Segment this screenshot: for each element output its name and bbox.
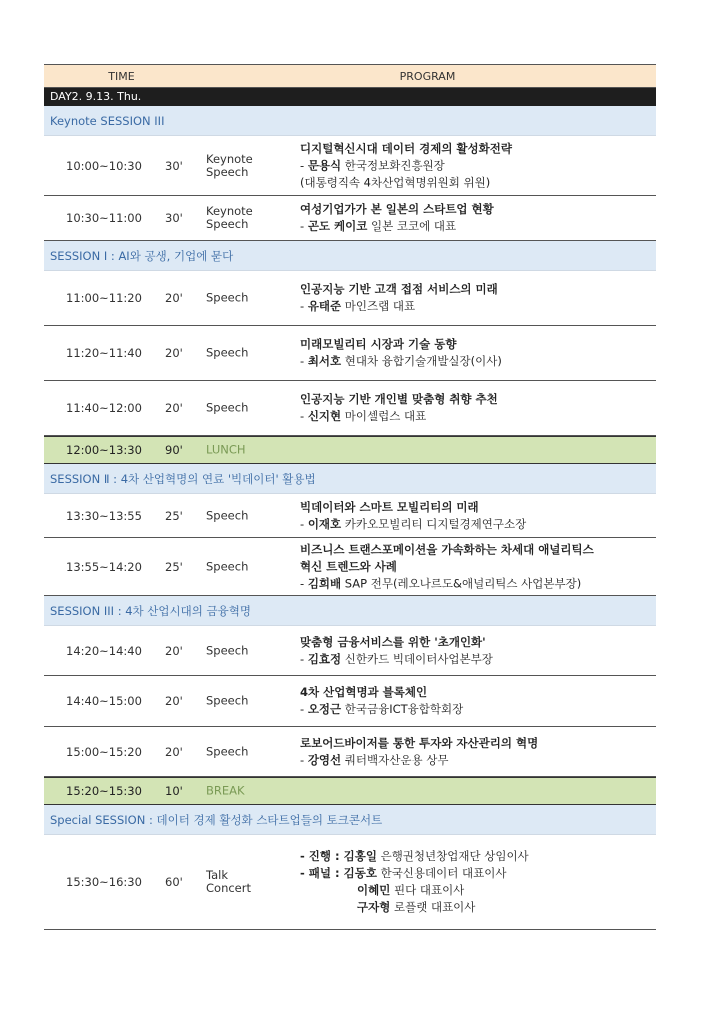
row-type: Speech [206, 508, 249, 522]
row-duration: 20' [165, 291, 183, 305]
session-header: SESSION III : 4차 산업시대의 금융혁명 [44, 596, 656, 626]
schedule-row [44, 538, 656, 596]
speaker-prefix: - 패널 : [300, 866, 344, 880]
schedule-row [44, 136, 656, 196]
speaker-name: 유태준 [307, 299, 342, 313]
row-duration: 25' [165, 508, 183, 523]
row-time: 10:30~11:00 [66, 211, 142, 225]
speaker-line [300, 882, 650, 899]
speaker-line [300, 651, 650, 668]
row-time: 11:00~11:20 [66, 291, 142, 305]
speaker-prefix: - [300, 299, 308, 313]
schedule-row [44, 835, 656, 930]
speaker-name: 김동호 [343, 866, 377, 880]
program-title: 미래모빌리티 시장과 기술 동향 [300, 337, 457, 351]
speaker-line [300, 516, 650, 533]
row-program [300, 735, 650, 769]
speaker-affiliation: 한국신용데이터 대표이사 [376, 866, 507, 880]
speaker-affiliation: 한국금융ICT융합학회장 [341, 702, 464, 716]
row-type: Speech [206, 559, 249, 573]
speaker-line [300, 701, 650, 718]
speaker-affiliation: 현대차 융합기술개발실장(이사) [341, 354, 502, 368]
speaker-affiliation: 일본 코코에 대표 [367, 219, 457, 233]
program-title: 인공지능 기반 개인별 맞춤형 취향 추천 [300, 392, 498, 406]
row-program [300, 336, 650, 370]
break-time: 12:00~13:30 [66, 443, 142, 457]
speaker-affiliation: SAP 전무(레오나르도&애널리틱스 사업본부장) [341, 576, 582, 590]
row-duration: 20' [165, 346, 183, 360]
speaker-affiliation: (대통령직속 4차산업혁명위원회 위원) [300, 175, 491, 189]
row-type: Speech [206, 290, 249, 305]
speaker-name: 최서호 [307, 354, 342, 368]
row-time: 13:55~14:20 [66, 559, 142, 574]
session-header: Special SESSION : 데이터 경제 활성화 스타트업들의 토크콘서트 [44, 805, 656, 835]
speaker-affiliation: 신한카드 빅데이터사업본부장 [341, 651, 493, 666]
program-title: 로보어드바이저를 통한 투자와 자산관리의 혁명 [300, 735, 539, 750]
schedule-table [44, 64, 656, 930]
row-duration: 30' [165, 158, 183, 173]
speaker-line [300, 865, 650, 882]
speaker-prefix: - 진행 : [300, 849, 344, 863]
schedule-row [44, 326, 656, 381]
schedule-row [44, 494, 656, 538]
speaker-name: 오정근 [307, 702, 342, 716]
speaker-line [300, 899, 650, 916]
row-duration: 60' [165, 875, 183, 889]
row-program [300, 281, 650, 315]
speaker-prefix: - [300, 354, 308, 368]
row-type: Keynote Speech [206, 151, 253, 179]
row-time: 13:30~13:55 [66, 508, 142, 523]
break-duration: 10' [165, 784, 183, 798]
break-label: BREAK [206, 783, 245, 798]
program-title: 비즈니스 트랜스포메이션을 가속화하는 차세대 애널리틱스 혁신 트렌드와 사례 [300, 542, 594, 573]
schedule-row [44, 626, 656, 676]
speaker-name: 신지현 [307, 409, 342, 423]
row-time: 14:20~14:40 [66, 643, 142, 658]
speaker-name: 김효정 [307, 651, 342, 666]
row-duration: 20' [165, 401, 183, 415]
speaker-line [300, 157, 650, 174]
row-program [300, 499, 650, 533]
row-program [300, 634, 650, 668]
row-program [300, 541, 650, 592]
speaker-affiliation: 은행권청년창업재단 상임이사 [376, 849, 529, 863]
row-program [300, 391, 650, 425]
speaker-name: 강영선 [307, 752, 342, 767]
session-header: Keynote SESSION III [44, 106, 656, 136]
row-duration: 20' [165, 744, 183, 759]
row-type: Talk Concert [206, 868, 251, 895]
speaker-affiliation: 한국정보화진흥원장 [341, 158, 445, 172]
program-column-header: PROGRAM [399, 69, 456, 83]
speaker-affiliation: 쿼터백자산운용 상무 [341, 752, 449, 767]
schedule-row [44, 727, 656, 777]
row-program [300, 684, 650, 718]
speaker-prefix: - [300, 651, 308, 666]
break-row [44, 436, 656, 464]
session-header: SESSION Ⅱ : 4차 산업혁명의 연료 '빅데이터' 활용법 [44, 464, 656, 494]
speaker-name: 곤도 케이코 [307, 219, 368, 233]
speaker-prefix: - [300, 752, 308, 767]
row-duration: 20' [165, 694, 183, 708]
row-type: Speech [206, 345, 249, 360]
speaker-prefix: - [300, 409, 308, 423]
program-title: 여성기업가가 본 일본의 스타트업 현황 [300, 202, 494, 216]
time-column-header: TIME [108, 69, 135, 83]
speaker-affiliation: 로플랫 대표이사 [390, 900, 476, 914]
speaker-name: 김홍일 [343, 849, 377, 863]
schedule-body [44, 106, 656, 930]
speaker-name: 구자형 [357, 900, 391, 914]
day-label: DAY2. 9.13. Thu. [44, 88, 656, 106]
speaker-affiliation: 마인즈랩 대표 [341, 299, 416, 313]
break-duration: 90' [165, 443, 183, 457]
speaker-prefix: - [300, 576, 308, 590]
schedule-row [44, 381, 656, 436]
program-title: 맞춤형 금융서비스를 위한 '초개인화' [300, 634, 486, 649]
program-title: 4차 산업혁명과 블록체인 [300, 685, 428, 699]
schedule-row [44, 196, 656, 241]
row-time: 15:30~16:30 [66, 875, 142, 889]
program-title: 디지털혁신시대 데이터 경제의 활성화전략 [300, 141, 512, 155]
row-type: Speech [206, 744, 249, 758]
break-row [44, 777, 656, 805]
row-type: Speech [206, 693, 249, 708]
speaker-name: 김희배 [307, 576, 342, 590]
speaker-line [300, 218, 650, 235]
speaker-affiliation: 카카오모빌리티 디지털경제연구소장 [341, 516, 527, 531]
speaker-line [300, 298, 650, 315]
row-duration: 30' [165, 211, 183, 225]
row-type: Speech [206, 643, 249, 657]
speaker-name: 이혜민 [357, 883, 391, 897]
speaker-line [300, 408, 650, 425]
row-type: Speech [206, 400, 249, 415]
speaker-prefix: - [300, 219, 308, 233]
table-header [44, 64, 656, 88]
speaker-prefix: - [300, 702, 308, 716]
row-time: 14:40~15:00 [66, 694, 142, 708]
row-program [300, 140, 650, 191]
row-duration: 20' [165, 643, 183, 658]
session-header: SESSION I : AI와 공생, 기업에 묻다 [44, 241, 656, 271]
row-program [300, 848, 650, 916]
speaker-prefix: - [300, 158, 308, 172]
speaker-line [300, 575, 650, 592]
speaker-line [300, 752, 650, 769]
break-time: 15:20~15:30 [66, 784, 142, 798]
speaker-line [300, 848, 650, 865]
row-time: 15:00~15:20 [66, 744, 142, 759]
schedule-row [44, 271, 656, 326]
row-time: 11:20~11:40 [66, 346, 142, 360]
program-title: 인공지능 기반 고객 접점 서비스의 미래 [300, 282, 498, 296]
speaker-line [300, 174, 650, 191]
speaker-prefix: - [300, 516, 308, 531]
schedule-row [44, 676, 656, 727]
speaker-affiliation: 핀다 대표이사 [390, 883, 465, 897]
row-time: 10:00~10:30 [66, 158, 142, 173]
speaker-name: 이재호 [307, 516, 342, 531]
speaker-line [300, 353, 650, 370]
row-duration: 25' [165, 559, 183, 574]
speaker-affiliation: 마이셀럽스 대표 [341, 409, 427, 423]
row-type: Keynote Speech [206, 204, 253, 231]
program-title: 빅데이터와 스마트 모빌리티의 미래 [300, 499, 479, 514]
break-label: LUNCH [206, 442, 246, 457]
row-time: 11:40~12:00 [66, 401, 142, 415]
row-program [300, 201, 650, 235]
speaker-name: 문용식 [307, 158, 342, 172]
